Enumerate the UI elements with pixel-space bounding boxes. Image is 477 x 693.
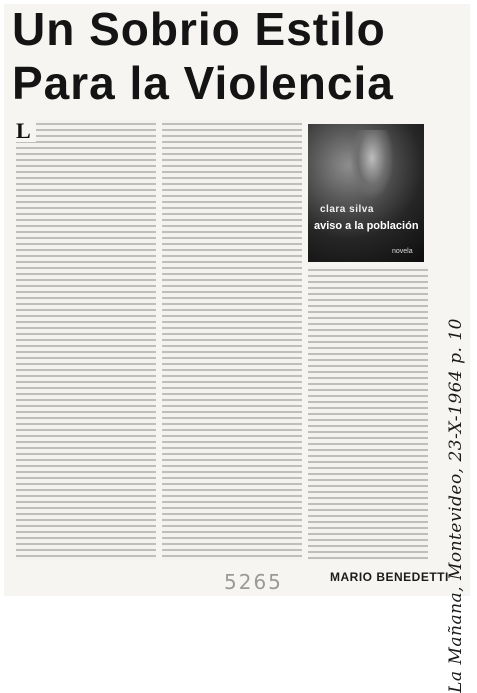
headline-line-2: Para la Violencia <box>12 57 394 109</box>
newspaper-clipping <box>4 4 470 596</box>
text-column-2 <box>162 120 302 560</box>
archive-number: 5265 <box>224 570 283 594</box>
cover-title: aviso a la población <box>314 220 419 232</box>
book-cover-image <box>308 124 424 262</box>
text-column-3 <box>308 266 428 560</box>
drop-cap: L <box>16 120 36 142</box>
text-column-1 <box>16 120 156 560</box>
author-byline: MARIO BENEDETTI <box>330 570 449 584</box>
cover-subtitle: novela <box>392 248 413 255</box>
cover-author: clara silva <box>320 204 374 215</box>
headline-line-1: Un Sobrio Estilo <box>12 3 386 55</box>
tree-silhouette <box>350 130 394 200</box>
handwritten-source-note: La Mañana, Montevideo, 23-X-1964 p. 10 <box>446 318 466 693</box>
